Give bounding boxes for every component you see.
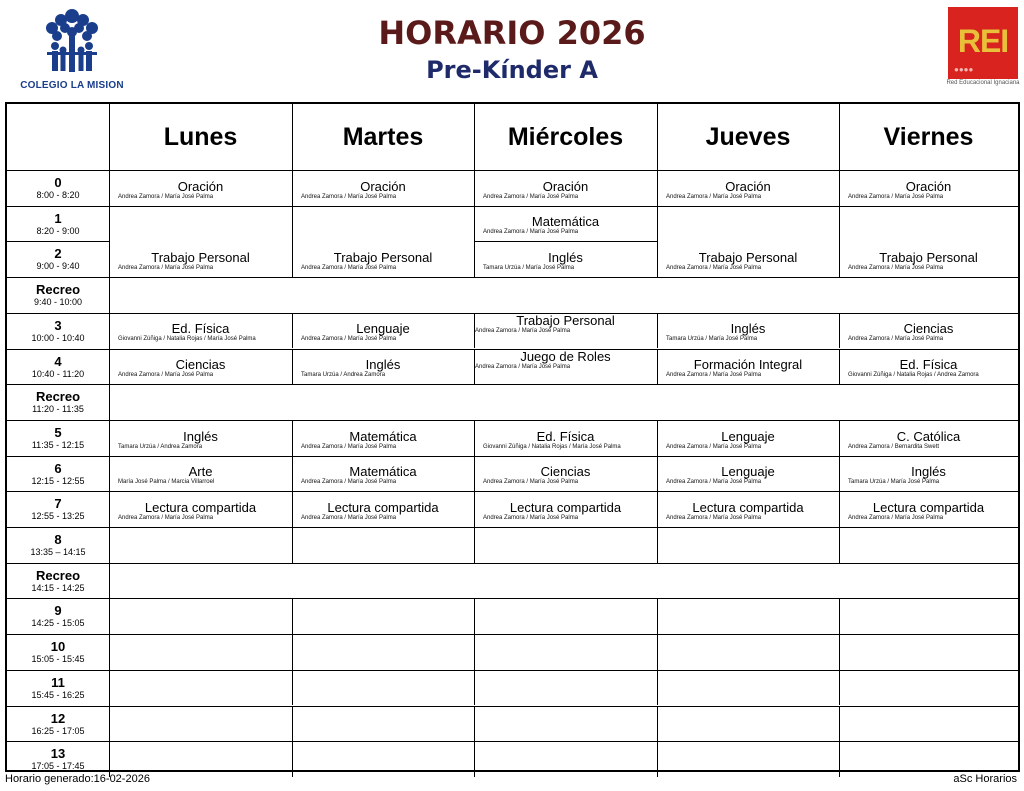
grid-line [7, 527, 109, 528]
teacher-names: Giovanni Zúñiga / Natalia Rojas / Andrea Zamora [848, 372, 979, 379]
slot-time: 11:20 - 11:35 [32, 404, 84, 415]
grid-line [474, 706, 657, 707]
grid-line [292, 563, 474, 564]
network-logo-caption: Red Educacional Ignaciana [946, 80, 1020, 86]
grid-line [474, 670, 475, 706]
subject-name: C. Católica [896, 428, 961, 444]
slot-time: 10:00 - 10:40 [31, 332, 85, 343]
slot-time: 9:40 - 10:00 [33, 297, 83, 308]
slot-label [7, 390, 109, 415]
class-cell [657, 349, 839, 385]
grid-line [657, 634, 839, 635]
grid-line [7, 706, 109, 707]
day-header: Martes [342, 122, 424, 151]
slot-label [7, 640, 109, 665]
grid-line [657, 527, 658, 563]
grid-line [657, 277, 839, 278]
slot-label [7, 247, 109, 272]
grid-line [474, 527, 475, 563]
teacher-names: Andrea Zamora / María José Palma [483, 229, 579, 236]
grid-line [839, 527, 1018, 528]
grid-line [839, 706, 840, 742]
grid-line [474, 741, 657, 742]
class-cell [292, 420, 474, 456]
teacher-names: Andrea Zamora / María José Palma [301, 336, 397, 343]
class-cell [292, 313, 474, 349]
grid-line [474, 634, 657, 635]
teacher-names: Andrea Zamora / María José Palma [301, 443, 397, 450]
class-cell [474, 420, 657, 456]
grid-line [292, 634, 474, 635]
class-cell [839, 349, 1018, 385]
grid-line [292, 670, 474, 671]
teacher-names: Andrea Zamora / María José Palma [118, 193, 214, 200]
subject-name: Arte [188, 464, 213, 480]
slot-time: 9:00 - 9:40 [36, 261, 80, 272]
subject-name: Lectura compartida [509, 499, 622, 515]
teacher-names: Andrea Zamora / María José Palma [666, 443, 762, 450]
grid-line [7, 598, 109, 599]
slot-time: 13:35 – 14:15 [30, 547, 86, 557]
teacher-names: Andrea Zamora / María José Palma [848, 514, 944, 521]
grid-line [7, 670, 109, 671]
grid-line [839, 634, 840, 670]
teacher-names: Andrea Zamora / María José Palma [475, 327, 571, 334]
page-title: HORARIO 2026 [378, 14, 646, 52]
class-cell [657, 420, 839, 456]
grid-line [474, 384, 657, 385]
grid-line [657, 706, 658, 742]
slot-number: 4 [54, 353, 62, 369]
subject-name: Lectura compartida [692, 499, 804, 515]
subject-name: Trabajo Personal [516, 312, 615, 328]
grid-line [292, 706, 474, 707]
teacher-names: Andrea Zamora / María José Palma [666, 372, 762, 379]
subject-name: Lectura compartida [872, 499, 985, 515]
grid-line [474, 598, 475, 634]
slot-label [7, 747, 109, 772]
class-cell [839, 491, 1018, 527]
class-cell [474, 313, 657, 349]
grid-line [7, 277, 109, 278]
slot-number: 9 [54, 603, 62, 619]
grid-line [292, 741, 474, 742]
grid-line [7, 313, 109, 314]
slot-label [7, 355, 109, 380]
class-cell [474, 349, 657, 385]
grid-line [657, 670, 839, 671]
slot-number: 3 [54, 317, 62, 333]
subject-name: Lenguaje [721, 464, 775, 480]
day-header: Lunes [163, 122, 238, 151]
grid-line [474, 598, 657, 599]
day-header: Miércoles [507, 122, 624, 151]
grid-line [109, 741, 292, 742]
grid-line [292, 598, 293, 634]
subject-name: Ed. Física [536, 428, 595, 444]
teacher-names: María José Palma / Marcia Villarroel [118, 479, 215, 486]
software-credit: aSc Horarios [953, 773, 1017, 785]
grid-line [474, 670, 657, 671]
grid-line [109, 670, 292, 671]
class-cell [839, 313, 1018, 349]
grid-line [657, 598, 839, 599]
class-cell [474, 491, 657, 527]
subject-name: Inglés [183, 428, 218, 444]
teacher-names: Tamara Urzúa / Andrea Zamora [301, 372, 386, 379]
grid-line [474, 634, 475, 670]
grid-line [292, 104, 293, 170]
teacher-names: Andrea Zamora / María José Palma [666, 479, 762, 486]
grid-line [657, 741, 839, 742]
slot-number: 0 [54, 175, 62, 190]
teacher-names: Tamara Urzúa / María José Palma [848, 479, 940, 486]
subject-name: Ciencias [540, 464, 591, 480]
grid-line [657, 104, 658, 170]
grid-line [7, 491, 109, 492]
subject-name: Inglés [730, 321, 766, 337]
slot-time: 8:00 - 8:20 [36, 190, 80, 200]
slot-time: 14:25 - 15:05 [31, 618, 85, 629]
class-cell [292, 491, 474, 527]
slot-label [7, 319, 109, 344]
grid-line [474, 104, 475, 170]
slot-number: Recreo [35, 282, 81, 298]
grid-line [839, 563, 1018, 564]
subject-name: Lectura compartida [327, 499, 439, 515]
subject-name: Trabajo Personal [879, 250, 978, 266]
teacher-names: Andrea Zamora / María José Palma [483, 514, 579, 521]
slot-number: 11 [51, 674, 65, 690]
subject-name: Matemática [349, 428, 417, 444]
day-header: Jueves [705, 122, 791, 151]
class-cell [109, 349, 292, 385]
teacher-names: Andrea Zamora / María José Palma [483, 193, 579, 200]
teacher-names: Andrea Zamora / María José Palma [848, 336, 944, 343]
slot-time: 8:20 - 9:00 [36, 225, 80, 236]
subject-name: Oración [725, 178, 771, 194]
grid-line [657, 741, 658, 777]
page-subtitle: Pre-Kínder A [426, 56, 598, 84]
grid-line [109, 384, 292, 385]
grid-line [109, 527, 292, 528]
grid-line [292, 527, 293, 563]
class-cell [292, 456, 474, 492]
class-cell [839, 170, 1018, 206]
subject-name: Formación Integral [693, 357, 803, 373]
subject-name: Ciencias [903, 321, 954, 337]
grid-line [839, 384, 1018, 385]
slot-label [7, 176, 109, 201]
grid-line [474, 563, 657, 564]
slot-number: 10 [50, 639, 66, 655]
grid-line [657, 384, 839, 385]
class-cell [109, 206, 292, 277]
class-cell [474, 170, 657, 206]
slot-number: 6 [54, 460, 62, 476]
slot-label [7, 497, 109, 522]
grid-line [7, 456, 109, 457]
subject-name: Lenguaje [721, 428, 775, 444]
teacher-names: Andrea Zamora / María José Palma [301, 193, 397, 200]
grid-line [474, 527, 657, 528]
grid-line [839, 634, 1018, 635]
day-header: Viernes [883, 122, 974, 151]
timetable-grid [5, 102, 1020, 772]
people-icon: ●●●● [954, 65, 974, 74]
slot-number: 13 [50, 746, 66, 762]
grid-line [657, 527, 839, 528]
teacher-names: Andrea Zamora / María José Palma [301, 514, 397, 521]
teacher-names: Andrea Zamora / María José Palma [118, 265, 214, 272]
grid-line [109, 563, 292, 564]
grid-line [839, 598, 840, 634]
slot-number: 2 [54, 246, 62, 262]
slot-number: Recreo [35, 567, 81, 583]
school-logo-text: COLEGIO LA MISION [20, 80, 124, 91]
grid-line [839, 706, 1018, 707]
subject-name: Ed. Física [171, 321, 230, 337]
grid-line [292, 277, 474, 278]
subject-name: Trabajo Personal [698, 250, 798, 266]
teacher-names: Andrea Zamora / María José Palma [118, 514, 214, 521]
grid-line [839, 598, 1018, 599]
subject-name: Oración [360, 178, 406, 194]
grid-line [839, 277, 1018, 278]
class-cell [657, 491, 839, 527]
class-cell [474, 241, 657, 277]
class-cell [474, 456, 657, 492]
slot-label [7, 533, 109, 558]
teacher-names: Andrea Zamora / María José Palma [301, 265, 397, 272]
subject-name: Inglés [365, 357, 401, 373]
grid-line [474, 706, 475, 742]
grid-line [657, 670, 658, 706]
teacher-names: Tamara Urzúa / Andrea Zamora [118, 443, 203, 450]
slot-number: 8 [54, 532, 62, 547]
grid-line [292, 670, 293, 706]
grid-line [474, 741, 475, 777]
slot-time: 15:05 - 15:45 [31, 654, 85, 665]
grid-line [292, 527, 474, 528]
grid-line [7, 563, 109, 564]
grid-line [292, 706, 293, 742]
slot-label [7, 604, 109, 629]
subject-name: Oración [542, 178, 589, 194]
slot-label [7, 569, 109, 594]
class-cell [109, 420, 292, 456]
grid-line [657, 598, 658, 634]
slot-number: 1 [54, 210, 62, 226]
class-cell [109, 313, 292, 349]
grid-line [109, 277, 292, 278]
grid-line [7, 241, 109, 242]
teacher-names: Giovanni Zúñiga / Natalia Rojas / María José Palma [118, 336, 256, 343]
grid-line [7, 634, 109, 635]
grid-line [292, 634, 293, 670]
class-cell [839, 420, 1018, 456]
slot-number: 5 [54, 424, 62, 440]
grid-line [7, 206, 109, 207]
subject-name: Trabajo Personal [151, 250, 250, 266]
grid-line [7, 349, 109, 350]
subject-name: Lenguaje [356, 321, 410, 337]
subject-name: Lectura compartida [144, 499, 257, 515]
grid-line [109, 706, 292, 707]
subject-name: Juego de Roles [520, 348, 611, 364]
subject-name: Matemática [531, 214, 600, 230]
subject-name: Matemática [349, 464, 417, 480]
slot-label [7, 426, 109, 451]
slot-label [7, 283, 109, 308]
grid-line [7, 741, 109, 742]
subject-name: Ciencias [175, 357, 226, 373]
teacher-names: Andrea Zamora / María José Palma [666, 193, 762, 200]
subject-name: Inglés [548, 250, 583, 266]
slot-time: 11:35 - 12:15 [31, 439, 85, 450]
slot-time: 14:15 - 14:25 [31, 582, 85, 593]
generated-date: Horario generado:16-02-2026 [5, 773, 150, 785]
class-cell [292, 349, 474, 385]
class-cell [839, 206, 1018, 277]
network-logo [948, 7, 1018, 79]
slot-number: 12 [50, 710, 66, 726]
class-cell [109, 491, 292, 527]
class-cell [109, 170, 292, 206]
grid-line [839, 527, 840, 563]
slot-time: 17:05 - 17:45 [31, 761, 85, 772]
grid-line [7, 384, 109, 385]
teacher-names: Giovanni Zúñiga / Natalia Rojas / María José Palma [483, 443, 621, 450]
grid-line [657, 563, 839, 564]
network-logo-text: REI [957, 23, 1009, 59]
slot-label [7, 712, 109, 737]
slot-label [7, 212, 109, 237]
subject-name: Ed. Física [899, 357, 958, 373]
class-cell [839, 456, 1018, 492]
grid-line [839, 741, 1018, 742]
slot-number: 7 [54, 496, 62, 512]
teacher-names: Andrea Zamora / María José Palma [666, 265, 762, 272]
grid-line [109, 634, 292, 635]
class-cell [657, 206, 839, 277]
grid-line [292, 598, 474, 599]
subject-name: Oración [905, 178, 952, 194]
subject-name: Inglés [911, 464, 946, 480]
grid-line [839, 104, 840, 170]
slot-time: 10:40 - 11:20 [31, 368, 85, 379]
class-cell [657, 170, 839, 206]
teacher-names: Tamara Urzúa / María José Palma [666, 336, 758, 343]
class-cell [657, 313, 839, 349]
slot-time: 15:45 - 16:25 [31, 689, 85, 700]
slot-label [7, 462, 109, 487]
slot-label [7, 676, 109, 701]
grid-line [474, 277, 657, 278]
teacher-names: Andrea Zamora / María José Palma [475, 363, 571, 370]
grid-line [109, 598, 292, 599]
subject-name: Oración [177, 178, 224, 194]
teacher-names: Andrea Zamora / María José Palma [848, 265, 944, 272]
grid-line [292, 384, 474, 385]
subject-name: Trabajo Personal [333, 250, 433, 266]
slot-time: 12:15 - 12:55 [31, 475, 85, 486]
teacher-names: Andrea Zamora / María José Palma [483, 479, 579, 486]
slot-number: Recreo [35, 389, 81, 405]
teacher-names: Andrea Zamora / Bernardita Swett [848, 443, 940, 450]
slot-time: 16:25 - 17:05 [31, 725, 85, 736]
grid-line [839, 670, 840, 706]
slot-time: 12:55 - 13:25 [31, 511, 85, 522]
grid-line [657, 634, 658, 670]
grid-line [839, 741, 840, 777]
class-cell [109, 456, 292, 492]
teacher-names: Andrea Zamora / María José Palma [848, 193, 944, 200]
teacher-names: Andrea Zamora / María José Palma [666, 514, 762, 521]
class-cell [474, 206, 657, 242]
class-cell [657, 456, 839, 492]
teacher-names: Andrea Zamora / María José Palma [118, 372, 214, 379]
grid-line [292, 741, 293, 777]
teacher-names: Andrea Zamora / María José Palma [301, 479, 397, 486]
grid-line [839, 670, 1018, 671]
grid-line [7, 420, 109, 421]
class-cell [292, 206, 474, 277]
teacher-names: Tamara Urzúa / María José Palma [483, 265, 575, 272]
grid-line [657, 706, 839, 707]
class-cell [292, 170, 474, 206]
